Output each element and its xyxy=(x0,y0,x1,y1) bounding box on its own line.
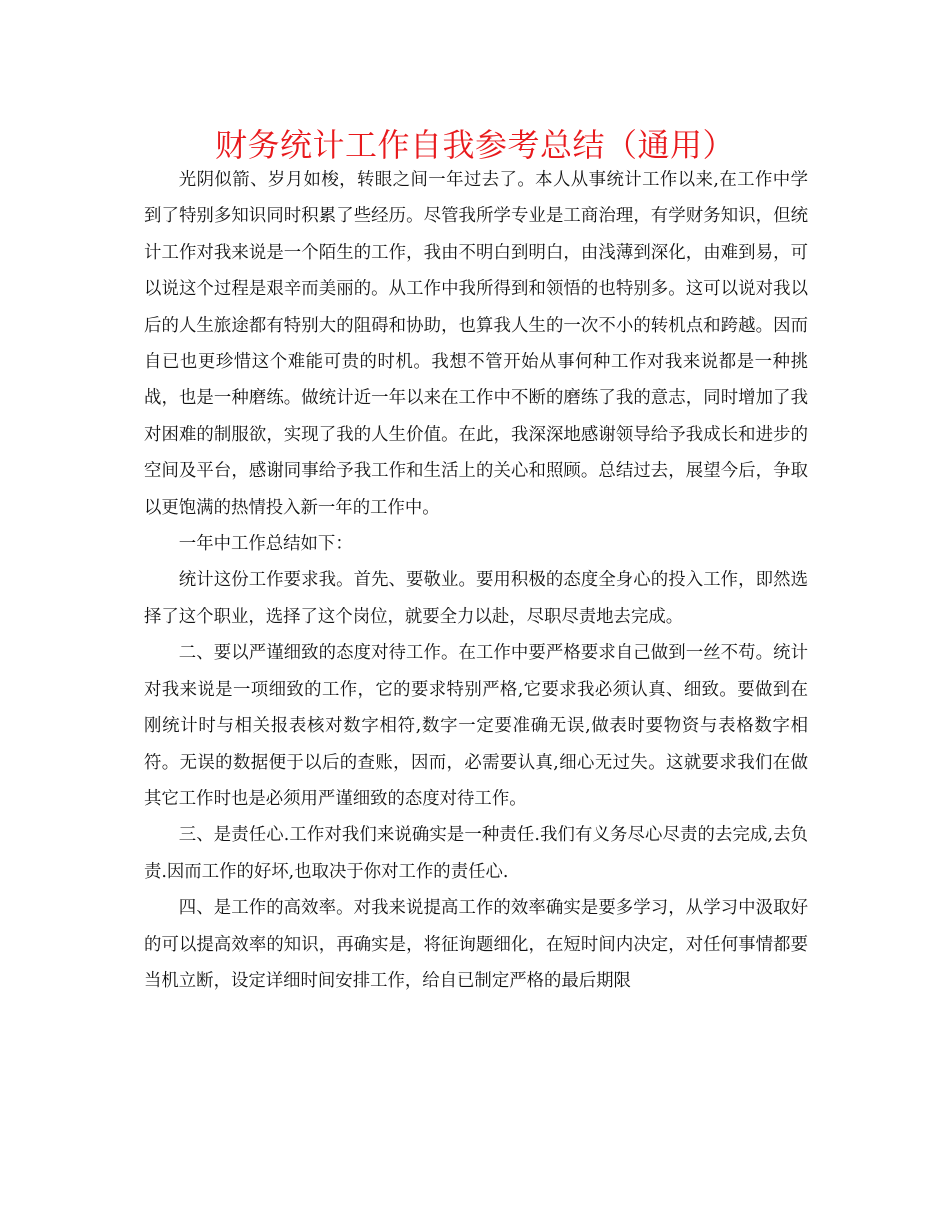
paragraph-summary-heading: 一年中工作总结如下： xyxy=(178,534,353,555)
paragraph-point-rigor: 二、要以严谨细致的态度对待工作。在工作中要严格要求自己做到一丝不苟。统计对我来说是一项细致的工作，它的要求特别严格,它要求我必须认真、细致。要做到在刚统计时与相关报表核对数字相符,数字一定要准确无误,做表时要物资与表格数字相符。无误的数据便于以后的查账，因而，必需要认真,细心无过失。这就要求我们在做其它工作时也是必须用严谨细致的态度对待工作。 xyxy=(144,643,808,809)
document-title: 财务统计工作自我参考总结（通用） xyxy=(214,126,735,164)
document-body xyxy=(144,162,808,999)
paragraph-intro: 光阴似箭、岁月如梭，转眼之间一年过去了。本人从事统计工作以来,在工作中学到了特别多知识同时积累了些经历。尽管我所学专业是工商治理，有学财务知识，但统计工作对我来说是一个陌生的工作，我由不明白到明白，由浅薄到深化，由难到易，可以说这个过程是艰辛而美丽的。从工作中我所得到和领悟的也特别多。这可以说对我以后的人生旅途都有特别大的阻碍和协助，也算我人生的一次不小的转机点和跨越。因而自已也更珍惜这个难能可贵的时机。我想不管开始从事何种工作对我来说都是一种挑战，也是一种磨练。做统计近一年以来在工作中不断的磨练了我的意志，同时增加了我对困难的制服欲，实现了我的人生价值。在此，我深深地感谢领导给予我成长和进步的空间及平台，感谢同事给予我工作和生活上的关心和照顾。总结过去，展望今后，争取以更饱满的热情投入新一年的工作中。 xyxy=(144,170,808,518)
paragraph-point-efficiency: 四、是工作的高效率。对我来说提高工作的效率确实是要多学习，从学习中汲取好的可以提高效率的知识，再确实是，将征询题细化，在短时间内决定，对任何事情都要当机立断，设定详细时间安排工作，给自已制定严格的最后期限 xyxy=(144,898,808,991)
paragraph-point-dedication: 统计这份工作要求我。首先、要敬业。要用积极的态度全身心的投入工作，即然选择了这个职业，选择了这个岗位，就要全力以赴，尽职尽责地去完成。 xyxy=(144,570,808,627)
paragraph-point-responsibility: 三、是责任心.工作对我们来说确实是一种责任.我们有义务尽心尽责的去完成,去负责.因而工作的好坏,也取决于你对工作的责任心. xyxy=(144,825,808,882)
